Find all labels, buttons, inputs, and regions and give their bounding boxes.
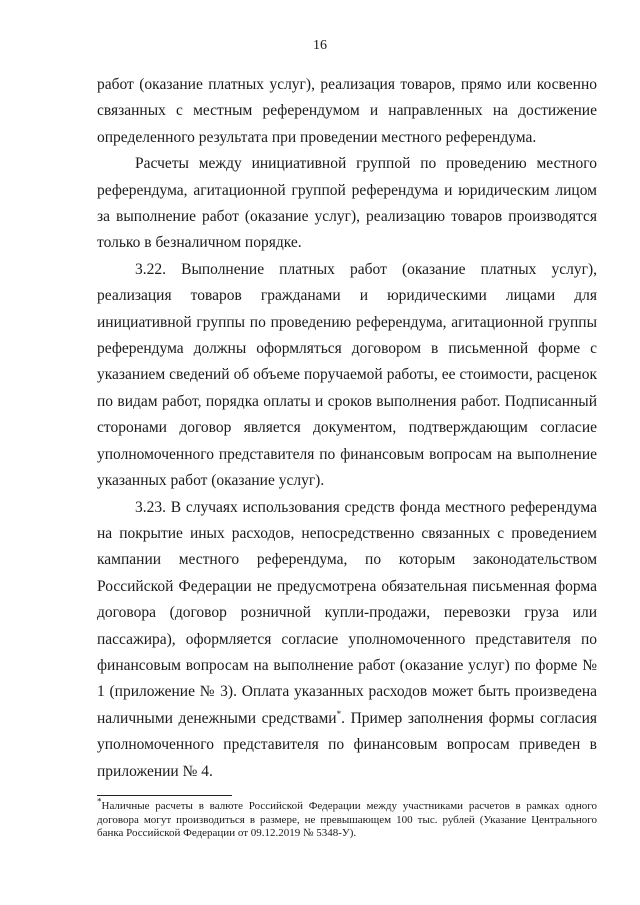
footnote-divider (97, 795, 232, 796)
footnote-text: Наличные расчеты в валюте Российской Федерации между участниками расчетов в рамках одного договора могут производиться в размере, не превышающем 100 тыс. рублей (Указание Центрального банка Российской Федерации от 09.12.2019 № 5348-У). (97, 800, 597, 839)
body-text (97, 72, 597, 785)
page-number: 16 (313, 38, 327, 53)
footnote-reference: * (336, 708, 342, 719)
footnote (97, 796, 597, 841)
footnote-mark: * (97, 796, 102, 807)
paragraph-3-23 (97, 495, 597, 785)
paragraph-3-22: 3.22. Выполнение платных работ (оказание платных услуг), реализация товаров гражданами и юридическими лицами для инициативной группы по проведению референдума, агитационной группы референдума должны оформляться договором в письменной форме с указанием сведений об объеме поручаемой работы, ее стоимости, расценок по видам работ, порядка оплаты и сроков выполнения работ. Подписанный сторонами договор является документом, подтверждающим согласие уполномоченного представителя по финансовым вопросам на выполнение указанных работ (оказание услуг). (97, 260, 597, 490)
paragraph-3-23-part-2: . Пример заполнения формы согласия уполномоченного представителя по финансовым вопросам приведен в приложении № 4. (97, 709, 597, 780)
paragraph-settlements: Расчеты между инициативной группой по проведению местного референдума, агитационной группой референдума и юридическим лицом за выполнение работ (оказание услуг), реализацию товаров производятся только в безналичном порядке. (97, 155, 597, 252)
paragraph-continuation: работ (оказание платных услуг), реализация товаров, прямо или косвенно связанных с местным референдумом и направленных на достижение определенного результата при проведении местного референдума. (97, 76, 597, 146)
paragraph-3-23-part-1: 3.23. В случаях использования средств фонда местного референдума на покрытие иных расходов, непосредственно связанных с проведением кампании местного референдума, по которым законодательством Российской Федерации не предусмотрена обязательная письменная форма договора (договор розничной купли-продажи, перевозки груза или пассажира), оформляется согласие уполномоченного представителя по финансовым вопросам на выполнение работ (оказание услуг) по форме № 1 (приложение № 3). Оплата указанных расходов может быть произведена наличными денежными средствами (97, 498, 597, 727)
